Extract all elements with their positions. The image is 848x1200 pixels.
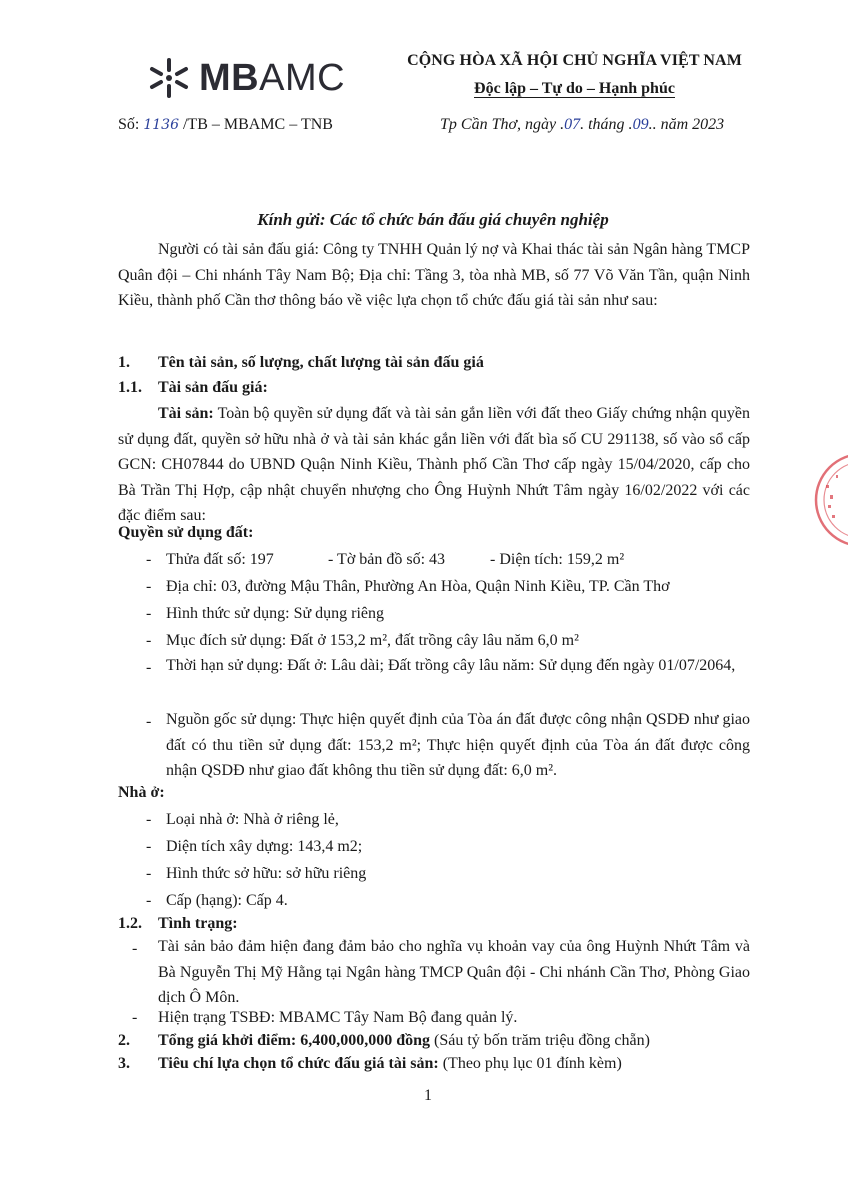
recipient-greeting: Kính gửi: Các tổ chức bán đấu giá chuyên nghiệp	[257, 210, 609, 229]
list-dash: -	[146, 605, 152, 622]
list-dash: -	[132, 940, 138, 957]
page-number: 1	[424, 1087, 432, 1104]
asset-label: Tài sản:	[158, 405, 214, 422]
place-date: Tp Cần Thơ, ngày .07. tháng .09.. năm 2023	[440, 116, 725, 133]
house-grade: Cấp (hạng): Cấp 4.	[166, 892, 288, 909]
section-3-number: 3.	[118, 1055, 130, 1072]
national-title: CỘNG HÒA XÃ HỘI CHỦ NGHĨA VIỆT NAM	[407, 52, 742, 69]
document-number: Số: 1136 /TB – MBAMC – TNB	[118, 116, 333, 133]
section-1-number: 1.	[118, 354, 130, 371]
list-dash: -	[146, 892, 152, 909]
land-parcel: Thửa đất số: 197	[166, 551, 274, 568]
handwritten-month: 09	[632, 116, 649, 133]
list-dash: -	[132, 1009, 138, 1026]
mbamc-star-icon	[145, 54, 193, 102]
house-heading: Nhà ở:	[118, 784, 165, 801]
land-map-sheet: - Tờ bản đồ số: 43	[328, 551, 446, 568]
section-2-number: 2.	[118, 1032, 130, 1049]
starting-price-words: (Sáu tỷ bốn trăm triệu đồng chẵn)	[430, 1032, 650, 1049]
section-1-2-number: 1.2.	[118, 915, 142, 932]
status-collateral: Tài sản bảo đảm hiện đang đảm bảo cho nghĩa vụ khoản vay của ông Huỳnh Nhứt Tâm và Bà Nguyễn Thị Mỹ Hằng tại Ngân hàng TMCP Quân đội - Chi nhánh Cần Thơ, Phòng Giao dịch Ô Môn.	[158, 938, 750, 1007]
land-heading: Quyền sử dụng đất:	[118, 524, 254, 541]
handwritten-doc-number: 1136	[143, 117, 179, 133]
section-1-1-number: 1.1.	[118, 379, 142, 396]
list-dash: -	[146, 551, 152, 568]
land-purpose: Mục đích sử dụng: Đất ở 153,2 m², đất trồng cây lâu năm 6,0 m²	[166, 632, 579, 649]
land-usage-form: Hình thức sử dụng: Sử dụng riêng	[166, 605, 385, 622]
official-stamp-icon	[812, 445, 848, 555]
selection-criteria-title: Tiêu chí lựa chọn tổ chức đấu giá tài sản:	[158, 1055, 439, 1072]
section-1-2-title: Tình trạng:	[158, 915, 238, 932]
land-term: Thời hạn sử dụng: Đất ở: Lâu dài; Đất trồng cây lâu năm: Sử dụng đến ngày 01/07/2064,	[166, 657, 736, 674]
asset-paragraph: Tài sản: Toàn bộ quyền sử dụng đất và tài sản gắn liền với đất theo Giấy chứng nhận quyền sử dụng đất, quyền sở hữu nhà ở và tài sản khác gắn liền với đất bìa số CU 291138, số vào sổ cấp GCN: CH07844 do UBND Quận Ninh Kiều, Thành phố Cần Thơ cấp ngày 15/04/2020, cấp cho Bà Trần Thị Hợp, cập nhật chuyển nhượng cho Ông Huỳnh Nhứt Tâm ngày 16/02/2022 với các đặc điểm sau:	[118, 405, 750, 525]
handwritten-day: 07	[564, 116, 581, 133]
national-motto: Độc lập – Tự do – Hạnh phúc	[474, 80, 675, 97]
list-dash: -	[146, 838, 152, 855]
section-1-1-title: Tài sản đấu giá:	[158, 379, 268, 396]
house-ownership: Hình thức sở hữu: sở hữu riêng	[166, 865, 367, 882]
section-3-line	[158, 1053, 622, 1075]
section-1-title: Tên tài sản, số lượng, chất lượng tài sản đấu giá	[158, 354, 484, 371]
land-address: Địa chỉ: 03, đường Mậu Thân, Phường An Hòa, Quận Ninh Kiều, TP. Cần Thơ	[166, 578, 670, 595]
list-dash: -	[146, 713, 152, 730]
list-dash: -	[146, 632, 152, 649]
land-area: - Diện tích: 159,2 m²	[490, 551, 625, 568]
list-dash: -	[146, 811, 152, 828]
starting-price: Tổng giá khởi điểm: 6,400,000,000 đồng	[158, 1032, 431, 1049]
land-origin: Nguồn gốc sử dụng: Thực hiện quyết định của Tòa án đất được công nhận QSDĐ như giao đất có thu tiền sử dụng đất: 153,2 m²; Thực hiện quyết định của Tòa án đất được công nhận QSDĐ như giao đất không thu tiền sử dụng đất: 6,0 m².	[166, 711, 750, 780]
logo-wordmark: MBAMC	[199, 56, 346, 99]
intro-paragraph: Người có tài sản đấu giá: Công ty TNHH Quản lý nợ và Khai thác tài sản Ngân hàng TMCP Quân đội – Chi nhánh Tây Nam Bộ; Địa chỉ: Tầng 3, tòa nhà MB, số 77 Võ Văn Tần, quận Ninh Kiều, thành phố Cần thơ thông báo về việc lựa chọn tổ chức đấu giá tài sản như sau:	[118, 241, 750, 310]
house-floor-area: Diện tích xây dựng: 143,4 m2;	[166, 838, 363, 855]
mbamc-logo	[145, 52, 360, 104]
house-type: Loại nhà ở: Nhà ở riêng lẻ,	[166, 811, 339, 828]
selection-criteria-note: (Theo phụ lục 01 đính kèm)	[438, 1055, 622, 1072]
status-current: Hiện trạng TSBĐ: MBAMC Tây Nam Bộ đang quản lý.	[158, 1009, 518, 1026]
list-dash: -	[146, 865, 152, 882]
section-2-line	[158, 1030, 650, 1052]
list-dash: -	[146, 659, 152, 676]
list-dash: -	[146, 578, 152, 595]
